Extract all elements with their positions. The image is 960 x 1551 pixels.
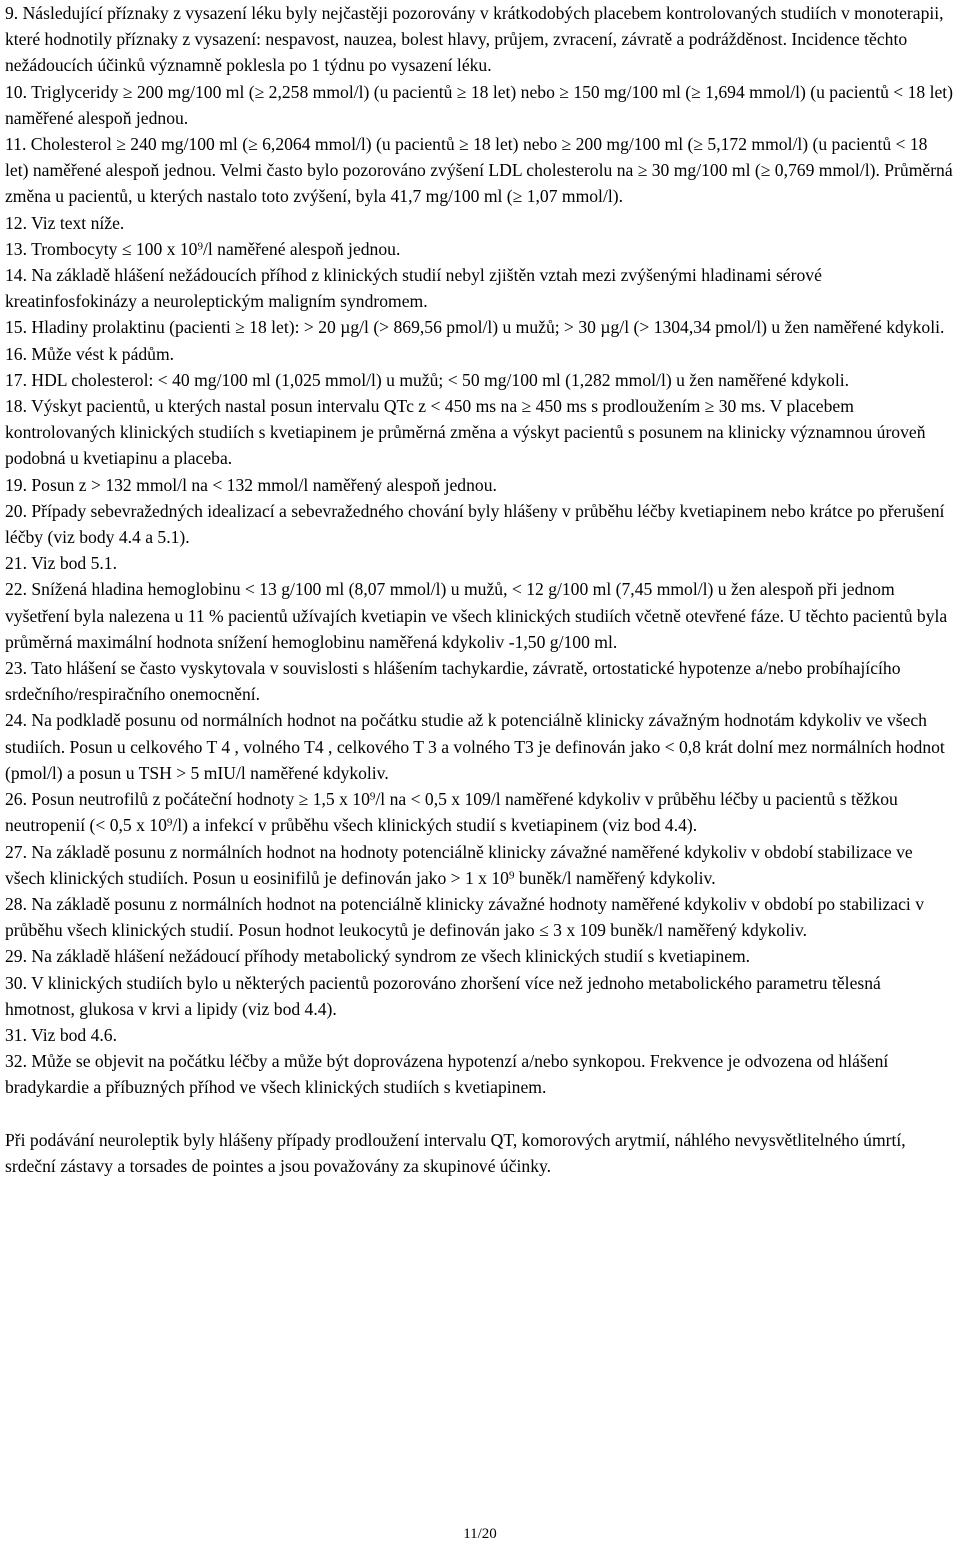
footnote-text: /l naměřené alespoň jednou. xyxy=(202,238,401,259)
footnote-text: 11. Cholesterol ≥ 240 mg/100 ml (≥ 6,2064 mmol/l) (u pacientů ≥ 18 let) nebo ≥ 200 mg/100 ml (≥ 5,172 mmol/l) (u pacientů < 18 let) naměřené alespoň jednou. Velmi často bylo pozorováno zvýšení LDL cholesterolu na ≥ 30 mg/100 ml (≥ 0,769 mmol/l). Průměrná změna u pacientů, u kterých nastalo toto zvýšení, byla 41,7 mg/100 ml (≥ 1,07 mmol/l). xyxy=(5,134,953,207)
footnote-13 xyxy=(5,236,955,262)
footnote-text: 28. Na základě posunu z normálních hodnot na potenciálně klinicky závažné hodnoty naměřené kdykoliv v období po stabilizaci v průběhu všech klinických studií. Posun hodnot leukocytů je definován jako ≤ 3 x 109 buněk/l naměřený kdykoliv. xyxy=(5,893,925,941)
footnote-text: 26. Posun neutrofilů z počáteční hodnoty ≥ 1,5 x 10 xyxy=(5,789,370,810)
footnote-9 xyxy=(5,0,955,79)
footnote-15 xyxy=(5,314,955,340)
footnote-30 xyxy=(5,970,955,1022)
footnote-text: 30. V klinických studiích bylo u některých pacientů pozorováno zhoršení více než jednoho metabolického parametru tělesná hmotnost, glukosa v krvi a lipidy (viz bod 4.4). xyxy=(5,972,881,1019)
superscript-exponent: 9 xyxy=(166,816,173,829)
footnote-24 xyxy=(5,707,955,786)
footnote-23 xyxy=(5,655,955,707)
footnote-17 xyxy=(5,367,955,393)
footnote-text: 12. Viz text níže. xyxy=(5,212,125,233)
footnote-29 xyxy=(5,943,955,969)
footnote-20 xyxy=(5,498,955,550)
footnote-text: 20. Případy sebevražedných idealizací a sebevražedného chování byly hlášeny v průběhu léčby kvetiapinem nebo krátce po přerušení léčby (viz body 4.4 a 5.1). xyxy=(5,500,945,548)
footnote-text: 23. Tato hlášení se často vyskytovala v souvislosti s hlášením tachykardie, závratě, ortostatické hypotenze a/nebo probíhajícího srdečního/respiračního onemocnění. xyxy=(5,658,901,705)
superscript-exponent: 9 xyxy=(369,790,376,803)
footnote-10 xyxy=(5,79,955,131)
footnote-19 xyxy=(5,472,955,498)
footnote-text: 10. Triglyceridy ≥ 200 mg/100 ml (≥ 2,258 mmol/l) (u pacientů ≥ 18 let) nebo ≥ 150 mg/100 ml (≥ 1,694 mmol/l) (u pacientů < 18 let) naměřené alespoň jednou. xyxy=(5,81,954,128)
footnote-text: 15. Hladiny prolaktinu (pacienti ≥ 18 let): > 20 µg/l (> 869,56 pmol/l) u mužů; > 30 µg/l (> 1304,34 pmol/l) u žen naměřené kdykoli. xyxy=(5,317,945,338)
footnote-text: 13. Trombocyty ≤ 100 x 10 xyxy=(5,238,198,259)
closing-paragraph: Při podávání neuroleptik byly hlášeny případy prodloužení intervalu QT, komorových arytmií, náhlého nevysvětlitelného úmrtí, srdeční zástavy a torsades de pointes a jsou považovány za skupinové účinky. xyxy=(5,1129,906,1176)
footnote-text: 17. HDL cholesterol: < 40 mg/100 ml (1,025 mmol/l) u mužů; < 50 mg/100 ml (1,282 mmol/l) u žen naměřené kdykoli. xyxy=(5,369,850,390)
footnote-text: 9. Následující příznaky z vysazení léku byly nejčastěji pozorovány v krátkodobých placebem kontrolovaných studiích v monoterapii, které hodnotily příznaky z vysazení: nespavost, nauzea, bolest hlavy, průjem, zvracení, závratě a podrážděnost. Incidence těchto nežádoucích účinků významně poklesla po 1 týdnu po vysazení léku. xyxy=(5,3,944,76)
footnote-text: 18. Výskyt pacientů, u kterých nastal posun intervalu QTc z < 450 ms na ≥ 450 ms s prodloužením ≥ 30 ms. V placebem kontrolovaných klinických studiích s kvetiapinem je průměrná změna a výskyt pacientů s posunem na klinicky významnou úroveň podobná u kvetiapinu a placeba. xyxy=(5,396,926,469)
footnote-text: 16. Může vést k pádům. xyxy=(5,343,175,364)
footnote-21 xyxy=(5,550,955,576)
footnote-text: /l) a infekcí v průběhu všech klinických studií s kvetiapinem (viz bod 4.4). xyxy=(172,815,698,836)
footnote-text: /l na < 0,5 x 109/l naměřené kdykoliv v průběhu léčby u pacientů s těžkou neutropenií (< 0,5 x 10 xyxy=(5,789,898,836)
footnote-text: 14. Na základě hlášení nežádoucích příhod z klinických studií nebyl zjištěn vztah mezi zvýšenými hladinami sérové kreatinfosfokinázy a neuroleptickým maligním syndromem. xyxy=(5,265,822,312)
document-page xyxy=(5,0,955,1179)
superscript-exponent: 9 xyxy=(508,869,515,882)
footnote-text: 31. Viz bod 4.6. xyxy=(5,1024,117,1045)
footnote-text: 21. Viz bod 5.1. xyxy=(5,553,117,574)
superscript-exponent: 9 xyxy=(197,240,203,253)
page-number: 11/20 xyxy=(463,1526,497,1542)
footnote-32 xyxy=(5,1048,955,1100)
footnote-text: 27. Na základě posunu z normálních hodnot na hodnoty potenciálně klinicky závažné naměřené kdykoliv v období stabilizace ve všech klinických studiích. Posun u eosinifilů je definován jako > 1 x 10 xyxy=(5,841,913,888)
footnote-text: 29. Na základě hlášení nežádoucí příhody metabolický syndrom ze všech klinických studií s kvetiapinem. xyxy=(5,946,751,967)
footnote-18 xyxy=(5,393,955,472)
footnote-14 xyxy=(5,262,955,314)
footnote-22 xyxy=(5,576,955,655)
footnote-31 xyxy=(5,1022,955,1048)
footnote-text: 19. Posun z > 132 mmol/l na < 132 mmol/l naměřený alespoň jednou. xyxy=(5,474,497,495)
footnote-12 xyxy=(5,210,955,236)
footnote-text: buněk/l naměřený kdykoliv. xyxy=(514,867,716,888)
paragraph-gap xyxy=(5,1101,955,1127)
footnote-text: 24. Na podkladě posunu od normálních hodnot na počátku studie až k potenciálně klinicky závažným hodnotám kdykoliv ve všech studiích. Posun u celkového T 4 , volného T4 , celkového T 3 a volného T3 je definován jako < 0,8 krát dolní mez normálních hodnot (pmol/l) a posun u TSH > 5 mIU/l naměřené kdykoliv. xyxy=(5,710,945,783)
footnote-list xyxy=(5,0,955,1101)
footnote-text: 32. Může se objevit na počátku léčby a může být doprovázena hypotenzí a/nebo synkopou. Frekvence je odvozena od hlášení bradykardie a příbuzných příhod ve všech klinických studiích s kvetiapinem. xyxy=(5,1051,889,1098)
footnote-27 xyxy=(5,839,955,891)
footnote-11 xyxy=(5,131,955,210)
footnote-28 xyxy=(5,891,955,943)
footnote-text: 22. Snížená hladina hemoglobinu < 13 g/100 ml (8,07 mmol/l) u mužů, < 12 g/100 ml (7,45 mmol/l) u žen alespoň při jednom vyšetření byla nalezena u 11 % pacientů užívajích kvetiapin ve všech klinických studiích včetně otevřené fáze. U těchto pacientů byla průměrná maximální hodnota snížení hemoglobinu naměřená kdykoliv -1,50 g/100 ml. xyxy=(5,579,948,652)
footnote-16 xyxy=(5,341,955,367)
footnote-26 xyxy=(5,786,955,838)
